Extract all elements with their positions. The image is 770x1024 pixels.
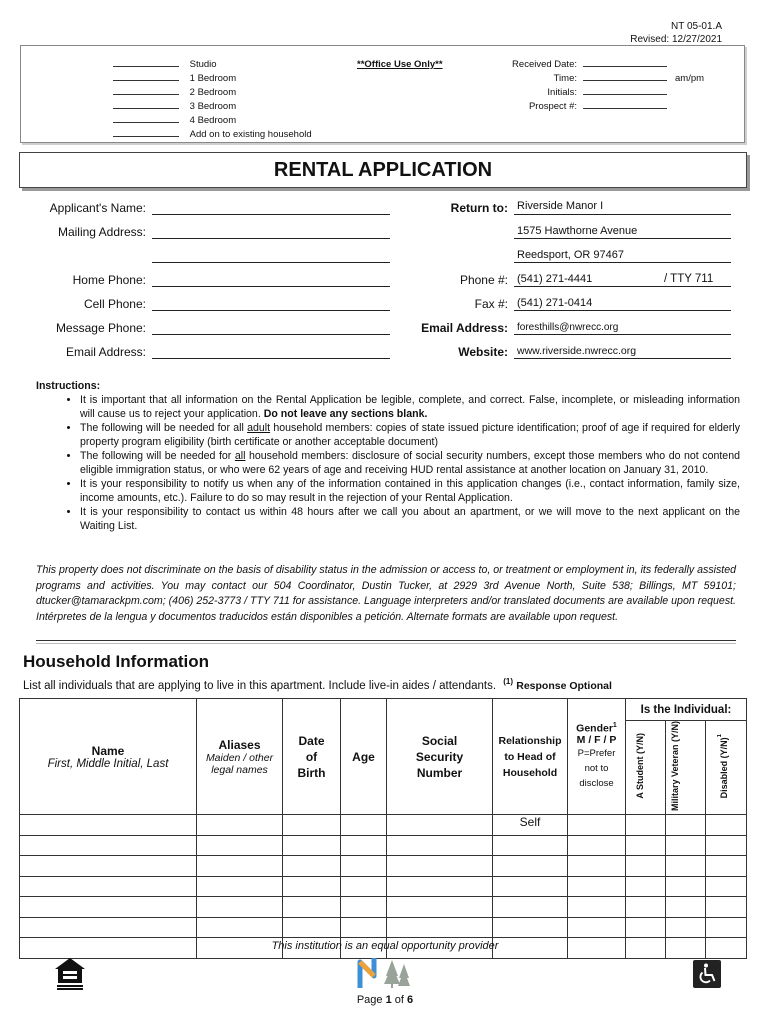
unit-label-studio: Studio xyxy=(189,59,217,70)
veteran-cell[interactable] xyxy=(666,815,706,836)
office-use-box xyxy=(20,45,745,143)
household-subtitle: List all individuals that are applying to live in this apartment. Include live-in aides / attendants. $^{(1)}$ Response Optional xyxy=(23,677,612,692)
age-cell[interactable] xyxy=(341,917,387,938)
instructions-list xyxy=(36,393,740,533)
section-divider-shadow xyxy=(36,643,736,644)
disabled-cell[interactable] xyxy=(706,897,747,918)
prospect-label: Prospect #: xyxy=(528,101,577,112)
relationship-cell[interactable] xyxy=(493,897,568,918)
disabled-cell[interactable] xyxy=(706,917,747,938)
property-fax-line xyxy=(514,310,731,311)
page-number: Page 1 of 6 xyxy=(356,994,414,1006)
age-cell[interactable] xyxy=(341,897,387,918)
col-name-header: Name First, Middle Initial, Last xyxy=(20,699,197,815)
relationship-cell[interactable] xyxy=(493,876,568,897)
email-address-field[interactable] xyxy=(152,358,390,359)
gender-cell[interactable] xyxy=(568,876,626,897)
age-cell[interactable] xyxy=(341,876,387,897)
property-name: Riverside Manor I xyxy=(517,200,604,212)
property-phone: (541) 271-4441 xyxy=(517,273,593,285)
instruction-item: • It is important that all information on the Rental Application be legible, complete, and correct. False, incomplete, or misleading information will cause us to reject your application. Do not leave any sections blank. xyxy=(80,393,740,421)
table-row xyxy=(20,876,747,897)
home-phone-label: Home Phone: xyxy=(72,273,146,287)
col-dob-header: Date of Birth xyxy=(283,699,341,815)
home-phone-field[interactable] xyxy=(152,286,390,287)
relationship-cell: Self xyxy=(493,815,568,836)
unit-blank-1br[interactable] xyxy=(113,80,179,81)
unit-blank-4br[interactable] xyxy=(113,122,179,123)
unit-label-1br: 1 Bedroom xyxy=(189,73,237,84)
unit-label-3br: 3 Bedroom xyxy=(189,101,237,112)
name-cell[interactable] xyxy=(20,856,197,877)
unit-blank-2br[interactable] xyxy=(113,94,179,95)
mailing-address-field-1[interactable] xyxy=(152,238,390,239)
col-student-header: A Student (Y/N) xyxy=(626,721,666,815)
aliases-cell[interactable] xyxy=(197,897,283,918)
aliases-cell[interactable] xyxy=(197,876,283,897)
table-row xyxy=(20,856,747,877)
office-use-title: **Office Use Only** xyxy=(357,59,443,70)
ssn-cell[interactable] xyxy=(387,815,493,836)
received-date-field[interactable] xyxy=(583,66,667,67)
col-relationship-header: Relationship to Head of Household xyxy=(493,699,568,815)
prospect-field[interactable] xyxy=(583,108,667,109)
aliases-cell[interactable] xyxy=(197,856,283,877)
property-city: Reedsport, OR 97467 xyxy=(517,249,625,261)
website-label: Website: xyxy=(458,345,508,359)
title-box xyxy=(19,152,747,188)
col-aliases-header: Aliases Maiden / other legal names xyxy=(197,699,283,815)
property-fax: (541) 271-0414 xyxy=(517,297,593,309)
col-veteran-header: Military Veteran (Y/N) xyxy=(666,721,706,815)
student-cell[interactable] xyxy=(626,815,666,836)
veteran-cell[interactable] xyxy=(666,856,706,877)
name-cell[interactable] xyxy=(20,876,197,897)
property-street: 1575 Hawthorne Avenue xyxy=(517,225,638,237)
property-phone-line xyxy=(514,286,731,287)
property-website[interactable]: www.riverside.nwrecc.org xyxy=(517,345,637,357)
disabled-cell[interactable] xyxy=(706,876,747,897)
gender-cell[interactable] xyxy=(568,815,626,836)
unit-label-2br: 2 Bedroom xyxy=(189,87,237,98)
student-cell[interactable] xyxy=(626,876,666,897)
age-cell[interactable] xyxy=(341,856,387,877)
gender-cell[interactable] xyxy=(568,856,626,877)
property-city-line xyxy=(514,262,731,263)
property-email[interactable]: foresthills@nwrecc.org xyxy=(517,322,619,333)
col-disabled-header: Disabled $(Y/N)^1$ xyxy=(706,721,747,815)
household-table xyxy=(19,698,747,959)
col-ssn-header: Social Security Number xyxy=(387,699,493,815)
name-cell[interactable] xyxy=(20,897,197,918)
received-date-label: Received Date: xyxy=(512,59,577,70)
message-phone-label: Message Phone: xyxy=(55,321,146,335)
nondiscrimination-statement: This property does not discriminate on the basis of disability status in the admission or access to, or treatment or employment in, its federally assisted programs and activities. You may contact our 504 Coordinator, Dustin Tucker, at 2929 3rd Avenue North, Suite 538; Billings, MT 59101; dtucker@tamarackpm.com; (406) 252-3773 / TTY 711 for assistance. Language interpreters and/or translated documents are available upon request. Intérpretes de la lengua y documentos traducidos están disponibles a petición. Alternate formats are available upon request. xyxy=(36,564,736,623)
col-is-individual-header: Is the Individual: xyxy=(626,699,747,721)
name-cell[interactable] xyxy=(20,815,197,836)
col-age-header: Age xyxy=(341,699,387,815)
aliases-cell[interactable] xyxy=(197,917,283,938)
initials-label: Initials: xyxy=(547,87,577,98)
time-field[interactable] xyxy=(583,80,667,81)
message-phone-field[interactable] xyxy=(152,334,390,335)
instruction-item: • The following will be needed for all adult household members: copies of state issued picture identification; proof of age if required for elderly property program eligibility (birth certificate or another acceptable document) xyxy=(80,421,740,449)
veteran-cell[interactable] xyxy=(666,917,706,938)
equal-housing-icon xyxy=(54,957,86,991)
ssn-cell[interactable] xyxy=(387,835,493,856)
ssn-cell[interactable] xyxy=(387,897,493,918)
relationship-cell[interactable] xyxy=(493,856,568,877)
gender-cell[interactable] xyxy=(568,835,626,856)
age-cell[interactable] xyxy=(341,835,387,856)
unit-blank-addon[interactable] xyxy=(113,136,179,137)
cell-phone-field[interactable] xyxy=(152,310,390,311)
mailing-address-label: Mailing Address: xyxy=(57,225,146,239)
aliases-cell[interactable] xyxy=(197,815,283,836)
instructions xyxy=(36,379,740,533)
student-cell[interactable] xyxy=(626,917,666,938)
dob-cell[interactable] xyxy=(283,876,341,897)
household-title: Household Information xyxy=(23,652,210,671)
aliases-cell[interactable] xyxy=(197,835,283,856)
unit-label-4br: 4 Bedroom xyxy=(189,115,237,126)
relationship-cell[interactable] xyxy=(493,917,568,938)
dob-cell[interactable] xyxy=(283,835,341,856)
instruction-item: • It is your responsibility to contact us within 48 hours after we call you about an apartment, or we will move to the next applicant on the Waiting List. xyxy=(80,505,740,533)
mailing-address-field-2[interactable] xyxy=(152,262,390,263)
property-email-line xyxy=(514,334,731,335)
property-name-line xyxy=(514,214,731,215)
revised-date: Revised: 12/27/2021 xyxy=(630,34,722,45)
dob-cell[interactable] xyxy=(283,917,341,938)
disabled-cell[interactable] xyxy=(706,856,747,877)
instructions-heading: Instructions: xyxy=(36,380,101,392)
initials-field[interactable] xyxy=(583,94,667,95)
unit-blank-studio[interactable] xyxy=(113,66,179,67)
veteran-cell[interactable] xyxy=(666,835,706,856)
dob-cell[interactable] xyxy=(283,815,341,836)
section-divider xyxy=(36,640,736,641)
name-cell[interactable] xyxy=(20,835,197,856)
gender-cell[interactable] xyxy=(568,917,626,938)
property-tty: / TTY 711 xyxy=(664,273,714,285)
wheelchair-accessibility-icon xyxy=(693,960,721,988)
unit-label-addon: Add on to existing household xyxy=(189,129,312,140)
ssn-cell[interactable] xyxy=(387,876,493,897)
form-number: NT 05-01.A xyxy=(671,21,722,32)
col-gender-header: Gender$^1$ M / F / P P=Prefer not to disclose xyxy=(568,699,626,815)
fax-label: Fax #: xyxy=(474,297,508,311)
phone-label: Phone #: xyxy=(459,273,508,287)
relationship-cell[interactable] xyxy=(493,835,568,856)
unit-blank-3br[interactable] xyxy=(113,108,179,109)
table-row xyxy=(20,917,747,938)
instruction-item: • It is your responsibility to notify us when any of the information contained in this application changes (i.e., contact information, family size, income amounts, etc.). Failure to do so may result in the rejection of your Rental Application. xyxy=(80,477,740,505)
instruction-item: • The following will be needed for all household members: disclosure of social security numbers, except those members who do not contend eligible immigration status, or who were 62 years of age and receiving HUD rental assistance at another location on January 31, 2010. xyxy=(80,449,740,477)
applicant-name-field[interactable] xyxy=(152,214,390,215)
table-row xyxy=(20,815,747,836)
email-address-label: Email Address: xyxy=(65,345,146,359)
ssn-cell[interactable] xyxy=(387,856,493,877)
table-row xyxy=(20,835,747,856)
student-cell[interactable] xyxy=(626,856,666,877)
ampm-label: am/pm xyxy=(675,73,705,84)
student-cell[interactable] xyxy=(626,897,666,918)
return-to-label: Return to: xyxy=(450,201,508,215)
property-email-label: Email Address: xyxy=(421,321,508,335)
cell-phone-label: Cell Phone: xyxy=(83,297,146,311)
age-cell[interactable] xyxy=(341,815,387,836)
veteran-cell[interactable] xyxy=(666,897,706,918)
applicant-name-label: Applicant's Name: xyxy=(49,201,146,215)
ssn-cell[interactable] xyxy=(387,917,493,938)
name-cell[interactable] xyxy=(20,917,197,938)
gender-cell[interactable] xyxy=(568,897,626,918)
property-website-line xyxy=(514,358,731,359)
dob-cell[interactable] xyxy=(283,856,341,877)
student-cell[interactable] xyxy=(626,835,666,856)
disabled-cell[interactable] xyxy=(706,835,747,856)
time-label: Time: xyxy=(553,73,577,84)
disabled-cell[interactable] xyxy=(706,815,747,836)
veteran-cell[interactable] xyxy=(666,876,706,897)
page-title: RENTAL APPLICATION xyxy=(273,159,493,181)
equal-opportunity-note: This institution is an equal opportunity provider xyxy=(271,940,499,952)
property-street-line xyxy=(514,238,731,239)
table-row xyxy=(20,897,747,918)
dob-cell[interactable] xyxy=(283,897,341,918)
company-logo-icon xyxy=(356,956,414,990)
